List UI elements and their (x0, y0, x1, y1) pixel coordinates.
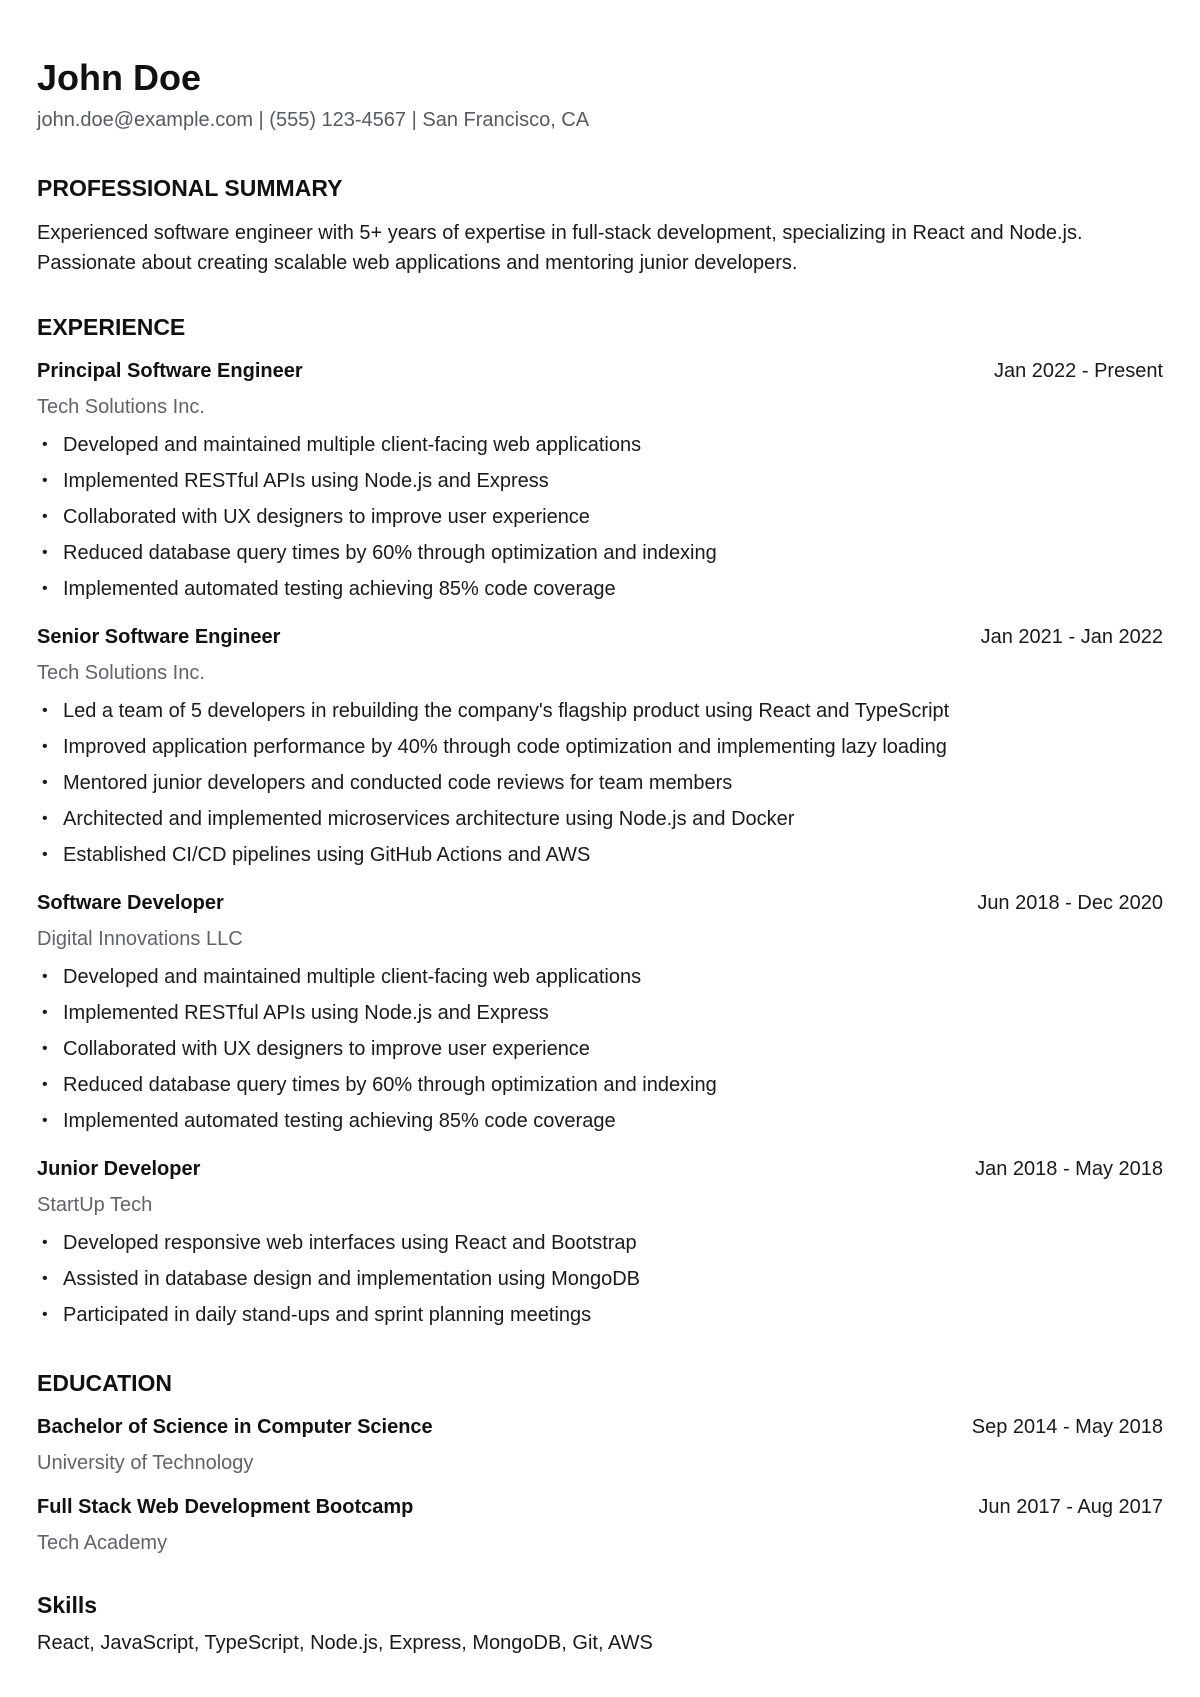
job-dates: Jun 2018 - Dec 2020 (977, 892, 1163, 914)
job-header (37, 1155, 1163, 1183)
job-company: Tech Solutions Inc. (37, 396, 205, 418)
job-entry (37, 357, 1163, 607)
degree-title: Full Stack Web Development Bootcamp (37, 1496, 414, 1518)
job-entry (37, 889, 1163, 1139)
skills-list: React, JavaScript, TypeScript, Node.js, Express, MongoDB, Git, AWS (37, 1632, 653, 1654)
job-title: Software Developer (37, 892, 224, 914)
skills-section (37, 1591, 1163, 1657)
education-dates: Jun 2017 - Aug 2017 (978, 1496, 1163, 1518)
skills-heading: Skills (37, 1592, 98, 1618)
job-bullet: • Developed and maintained multiple client-facing web applications (37, 427, 1163, 463)
job-bullet: • Reduced database query times by 60% through optimization and indexing (37, 535, 1163, 571)
summary-section (37, 174, 1163, 278)
job-bullet: • Collaborated with UX designers to improve user experience (37, 1031, 1163, 1067)
education-entry (37, 1493, 1163, 1557)
job-entry (37, 1155, 1163, 1333)
job-dates: Jan 2018 - May 2018 (975, 1158, 1163, 1180)
job-bullet: • Implemented automated testing achieving 85% code coverage (37, 571, 1163, 607)
job-header (37, 357, 1163, 385)
job-bullet: • Implemented RESTful APIs using Node.js and Express (37, 995, 1163, 1031)
job-bullet: • Reduced database query times by 60% through optimization and indexing (37, 1067, 1163, 1103)
job-bullet: • Established CI/CD pipelines using GitHub Actions and AWS (37, 837, 1163, 873)
job-bullet: • Implemented automated testing achieving 85% code coverage (37, 1103, 1163, 1139)
education-entry (37, 1413, 1163, 1477)
experience-heading: EXPERIENCE (37, 314, 186, 340)
job-company: StartUp Tech (37, 1194, 153, 1216)
school-name: Tech Academy (37, 1532, 168, 1554)
education-dates: Sep 2014 - May 2018 (971, 1416, 1163, 1438)
summary-text: Experienced software engineer with 5+ years of expertise in full-stack development, specializing in React and Node.js. Passionate about creating scalable web applications and mentoring junior developers. (37, 222, 1083, 274)
job-bullets (37, 427, 1163, 607)
job-bullet: • Collaborated with UX designers to improve user experience (37, 499, 1163, 535)
education-section (37, 1369, 1163, 1557)
job-title: Principal Software Engineer (37, 360, 303, 382)
contact-line: john.doe@example.com | (555) 123-4567 | San Francisco, CA (37, 109, 590, 131)
job-bullet: • Improved application performance by 40% through code optimization and implementing lazy loading (37, 729, 1163, 765)
job-title: Junior Developer (37, 1158, 201, 1180)
candidate-name: John Doe (37, 57, 202, 98)
education-header (37, 1493, 1163, 1521)
school-name: University of Technology (37, 1452, 254, 1474)
job-title: Senior Software Engineer (37, 626, 281, 648)
job-bullet: • Architected and implemented microservices architecture using Node.js and Docker (37, 801, 1163, 837)
job-bullets (37, 959, 1163, 1139)
education-heading: EDUCATION (37, 1370, 173, 1396)
job-bullets (37, 693, 1163, 873)
degree-title: Bachelor of Science in Computer Science (37, 1416, 433, 1438)
job-bullets (37, 1225, 1163, 1333)
summary-heading: PROFESSIONAL SUMMARY (37, 175, 343, 201)
job-bullet: • Developed responsive web interfaces using React and Bootstrap (37, 1225, 1163, 1261)
job-header (37, 623, 1163, 651)
job-header (37, 889, 1163, 917)
job-entry (37, 623, 1163, 873)
experience-section (37, 313, 1163, 1333)
job-bullet: • Implemented RESTful APIs using Node.js and Express (37, 463, 1163, 499)
job-bullet: • Led a team of 5 developers in rebuilding the company's flagship product using React and TypeScript (37, 693, 1163, 729)
job-bullet: • Mentored junior developers and conducted code reviews for team members (37, 765, 1163, 801)
job-bullet: • Developed and maintained multiple client-facing web applications (37, 959, 1163, 995)
education-header (37, 1413, 1163, 1441)
job-bullet: • Participated in daily stand-ups and sprint planning meetings (37, 1297, 1163, 1333)
job-dates: Jan 2022 - Present (994, 360, 1163, 382)
job-company: Tech Solutions Inc. (37, 662, 205, 684)
job-dates: Jan 2021 - Jan 2022 (980, 626, 1163, 648)
job-company: Digital Innovations LLC (37, 928, 243, 950)
job-bullet: • Assisted in database design and implementation using MongoDB (37, 1261, 1163, 1297)
